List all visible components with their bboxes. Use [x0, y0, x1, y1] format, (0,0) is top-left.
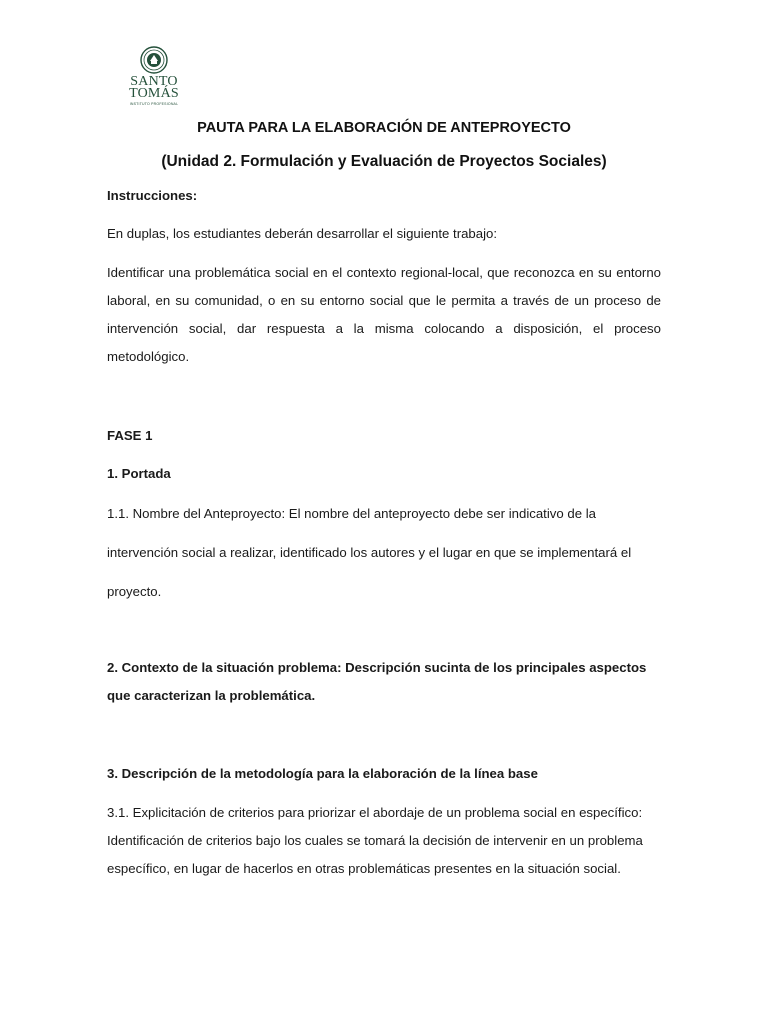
instructions-body: Identificar una problemática social en el contexto regional-local, que reconozca en su entorno laboral, en su comunidad, o en su entorno social que le permita a través de un proceso de intervención social, dar respuesta a la misma colocando a disposición, el proceso metodológico. — [107, 265, 661, 364]
logo-name-line2: TOMÁS — [129, 86, 179, 101]
logo-name-line1: SANTO — [130, 74, 178, 89]
section3-item-3-1: 3.1. Explicitación de criterios para priorizar el abordaje de un problema social en específico: Identificación de criterios bajo los cuales se tomará la decisión de intervenir en un problema específico, en lugar de hacerlos en otras problemáticas presentes en la situación social. — [107, 805, 643, 876]
section1-heading: 1. Portada — [107, 466, 171, 481]
institution-logo — [124, 46, 184, 118]
logo-subtitle: INSTITUTO PROFESIONAL — [129, 102, 179, 106]
instructions-intro: En duplas, los estudiantes deberán desarrollar el siguiente trabajo: — [107, 226, 498, 241]
section3-heading: 3. Descripción de la metodología para la elaboración de la línea base — [107, 766, 538, 781]
section1-item-1-1: 1.1. Nombre del Anteproyecto: El nombre del anteproyecto debe ser indicativo de la intervención social a realizar, identificado los autores y el lugar en que se implementará el proyecto. — [107, 506, 632, 599]
document-subtitle: (Unidad 2. Formulación y Evaluación de Proyectos Sociales) — [161, 153, 607, 170]
instructions-heading: Instrucciones: — [107, 188, 198, 203]
phase-heading: FASE 1 — [107, 428, 153, 443]
seal-icon — [140, 46, 168, 74]
document-title: PAUTA PARA LA ELABORACIÓN DE ANTEPROYECTO — [197, 120, 571, 136]
logo-wordmark — [124, 76, 184, 100]
section2-heading: 2. Contexto de la situación problema: Descripción sucinta de los principales aspectos que caracterizan la problemática. — [107, 660, 647, 703]
